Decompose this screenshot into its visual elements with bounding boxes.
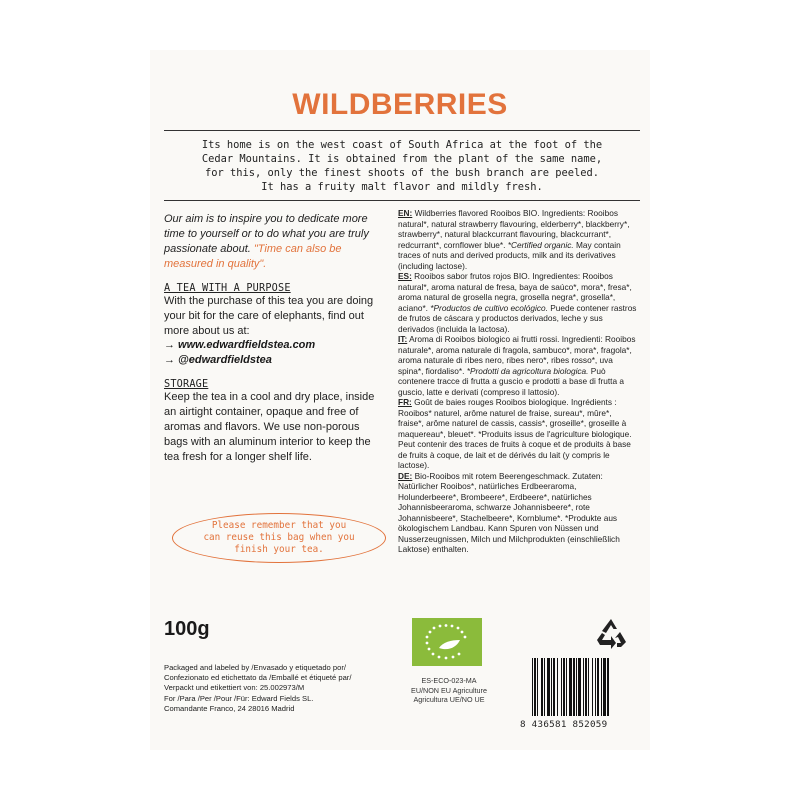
intro-line: for this, only the finest shoots of the bush branch are peeled.	[204, 167, 600, 179]
barcode-bar	[541, 658, 543, 716]
ingredients-column	[398, 208, 638, 555]
lang-code: IT:	[398, 334, 408, 344]
packager-line: For /Para /Per /Pour /Für: Edward Fields SL.	[164, 693, 314, 703]
lang-code: EN:	[398, 208, 413, 218]
top-divider	[164, 130, 640, 131]
barcode-number: 8 436581 852059	[520, 719, 608, 730]
barcode-bar	[551, 658, 552, 716]
barcode-bar	[566, 658, 567, 716]
barcode-bar	[601, 658, 602, 716]
barcode-bar	[597, 658, 599, 716]
intro-line: Its home is on the west coast of South Africa at the foot of the	[201, 139, 603, 151]
lang-code: DE:	[398, 470, 413, 481]
intro-line: It has a fruity malt flavor and mildly fresh.	[261, 181, 543, 193]
reuse-reminder	[172, 513, 386, 563]
cert-line: Agricultura UE/NO UE	[413, 695, 485, 704]
organic-note: *Certified organic.	[507, 239, 574, 250]
packager-line: Packaged and labeled by /Envasado y etiquetado por/	[164, 663, 346, 672]
barcode-bar	[583, 658, 584, 716]
ingredients-text: Aroma di Rooibos biologico ai frutti rossi. Ingredienti: Rooibos naturale*, aroma naturale di fragola, sambuco*, mora*, fragola*, aroma naturale di ribes nero, ribes nero*, ribes rosso*, uva spina*, fiordaliso*.	[398, 334, 636, 376]
barcode-bar	[544, 658, 545, 716]
barcode-bar	[588, 658, 589, 716]
cert-line: EU/NON EU Agriculture	[411, 685, 487, 695]
reminder-line: Please remember that you	[211, 520, 347, 531]
barcode-bar	[561, 658, 562, 716]
ingredients-es	[398, 271, 638, 334]
cert-line: ES-ECO-023-MA	[421, 676, 477, 685]
barcode-bar	[592, 658, 593, 716]
eu-organic-leaf-icon	[412, 618, 482, 666]
barcode-bar	[534, 658, 536, 716]
barcode-bar	[595, 658, 596, 716]
purpose-heading: A TEA WITH A PURPOSE	[164, 283, 291, 294]
barcode-bar	[569, 658, 572, 716]
packager-info	[164, 663, 404, 714]
barcode-bar	[557, 658, 558, 716]
ingredients-it	[398, 334, 638, 397]
ingredients-fr	[398, 397, 638, 471]
reminder-line: finish your tea.	[234, 544, 324, 555]
organic-note: *Prodotti da agricoltura biologica.	[466, 365, 589, 376]
barcode-bar	[573, 658, 575, 716]
allergen-text: Puede contener rastros de frutos de cáscara y productos derivados, leche y sus derivados (incluida la lactosa).	[398, 302, 637, 334]
intro-text	[164, 138, 640, 194]
ingredients-text: Bio-Rooibos mit rotem Beerengeschmack. Zutaten: Natürlicher Rooibos*, natürliches Erdbeeraroma, Holunderbeere*, Brombeere*, Erdbeere*, natürliches Johannisbeeraroma, schwarze Johannisbeere*, rote Johannisbeere*, Stachelbeere*, Kornblume*. *Produkte aus ökologischem Landbau. Kann Spuren von Nüssen und Nusserzeugnissen, Milch und Milchprodukten (einschließlich Laktose) enthalten.	[398, 470, 620, 554]
ingredients-en	[398, 208, 638, 271]
organic-note: *Productos de cultivo ecológico.	[430, 302, 548, 313]
website-link[interactable]: → www.edwardfieldstea.com	[164, 339, 316, 352]
barcode-bar	[537, 658, 538, 716]
net-weight: 100g	[164, 618, 210, 640]
barcode-bar	[547, 658, 550, 716]
allergen-text: May contain traces of nuts and derived products, milk and its derivatives (including lactose).	[398, 239, 621, 271]
packager-line: Confezionato ed etichettato da /Emballé et étiqueté par/	[164, 673, 352, 683]
aim-quote: "Time can also be measured in quality".	[164, 243, 342, 270]
barcode-bar	[607, 658, 609, 716]
tea-label	[150, 50, 650, 750]
packager-line: Verpackt und etikettiert von: 25.002973/M	[164, 683, 305, 693]
barcode-bar	[603, 658, 606, 716]
social-link[interactable]: → @edwardfieldstea	[164, 354, 272, 367]
middle-divider	[164, 200, 640, 201]
certification-info	[404, 676, 494, 705]
barcode-bar	[578, 658, 581, 716]
lang-code: FR:	[398, 397, 412, 407]
ingredients-text: Wildberries flavored Rooibos BIO. Ingredients: Rooibos natural*, natural strawberry flavouring, elderberry*, blackberry*, strawberry*, natural blackcurrant flavouring, blackcurrant*, redcurrant*, cornflower blue*.	[398, 208, 630, 250]
ingredients-text: Goût de baies rouges Rooibos biologique. Ingrédients : Rooibos* naturel, arôme naturel de fraise, sureau*, mûre*, fraise*, arôme naturel de cassis, cassis*, groseille*, groseille à maquereau*, bleuet*. *Produits issus de l'agriculture biologique. Peut contenir des traces de fruits à coque et de produits à base de fruits à coque, de lait et de dérivés du lait (y compris le lactose).	[398, 397, 632, 470]
barcode-bar	[563, 658, 565, 716]
storage-body: Keep the tea in a cool and dry place, inside an airtight container, opaque and free of aromas and flavors. We use non-porous bags with an aluminum interior to keep the tea fresh for a longer shelf life.	[164, 391, 375, 463]
packager-line: Comandante Franco, 24 28016 Madrid	[164, 703, 295, 713]
recycle-icon	[593, 616, 629, 652]
storage-heading: STORAGE	[164, 379, 209, 391]
intro-line: Cedar Mountains. It is obtained from the plant of the same name,	[201, 153, 603, 165]
left-column	[164, 212, 384, 464]
barcode-bar	[585, 658, 587, 716]
barcode-icon	[530, 658, 640, 716]
ingredients-text: Rooibos sabor frutos rojos BIO. Ingredientes: Rooibos natural*, aroma natural de fresa, baya de saúco*, mora*, fresa*, aroma natural de grosella negra, grosella negra*, grosella*, aciano*.	[398, 271, 632, 313]
barcode-bar	[532, 658, 533, 716]
aim-text: Our aim is to inspire you to dedicate more time to yourself or to do what you are truly passionate about.	[164, 213, 369, 255]
barcode-bar	[553, 658, 555, 716]
purpose-body: With the purchase of this tea you are doing your bit for the care of elephants, find out more about us at:	[164, 295, 374, 337]
aim-statement	[164, 212, 384, 272]
lang-code: ES:	[398, 271, 412, 281]
barcode-bar	[576, 658, 577, 716]
reminder-line: can reuse this bag when you	[203, 532, 355, 543]
ingredients-de	[398, 471, 638, 555]
product-title: WILDBERRIES	[292, 88, 508, 121]
allergen-text: Può contenere tracce di frutta a guscio e prodotti a base di frutta a guscio, latte e derivati (compreso il lattosio).	[398, 365, 624, 397]
